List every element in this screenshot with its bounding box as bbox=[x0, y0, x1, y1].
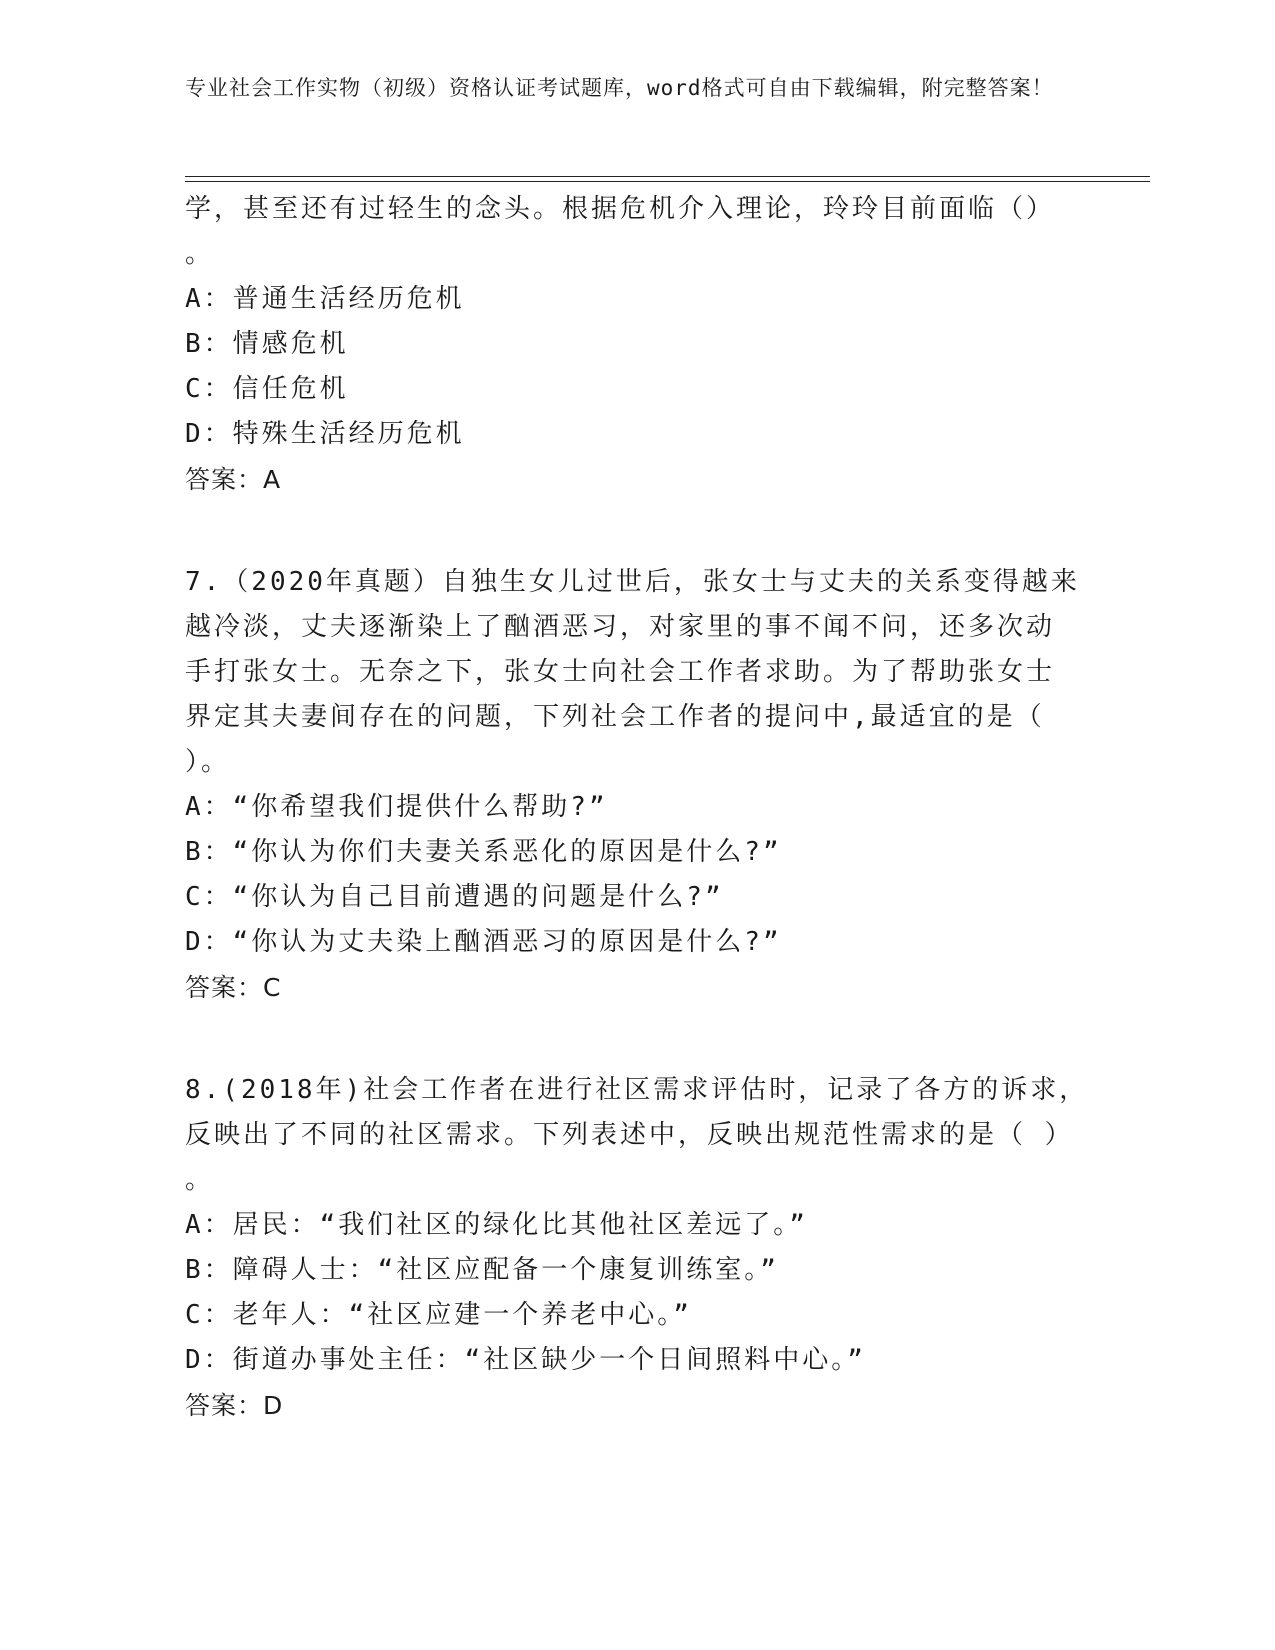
option-b: B：障碍人士：“社区应配备一个康复训练室。” bbox=[185, 1255, 779, 1285]
answer-line: 答案：D bbox=[185, 1391, 284, 1420]
page-header: 专业社会工作实物（初级）资格认证考试题库，word格式可自由下载编辑，附完整答案！ bbox=[185, 76, 1054, 100]
question-stem-line: 手打张女士。无奈之下，张女士向社会工作者求助。为了帮助张女士 bbox=[185, 657, 1056, 687]
question-8 bbox=[185, 1068, 1089, 1428]
option-b: B：“你认为你们夫妻关系恶化的原因是什么?” bbox=[185, 837, 782, 867]
answer-line: 答案：A bbox=[185, 465, 282, 494]
header-rule-bottom bbox=[185, 181, 1150, 182]
question-stem-line: 7.（2020年真题）自独生女儿过世后，张女士与丈夫的关系变得越来 bbox=[185, 567, 1080, 597]
option-c: C：“你认为自己目前遭遇的问题是什么?” bbox=[185, 882, 724, 912]
option-a: A：居民：“我们社区的绿化比其他社区差远了。” bbox=[185, 1210, 808, 1240]
question-stem-line: 8.(2018年)社会工作者在进行社区需求评估时，记录了各方的诉求， bbox=[185, 1075, 1089, 1105]
question-stem-line: 界定其夫妻间存在的问题，下列社会工作者的提问中,最适宜的是（ bbox=[185, 702, 1045, 732]
header-rule-top bbox=[185, 176, 1150, 177]
question-stem-line: 学，甚至还有过轻生的念头。根据危机介入理论，玲玲目前面临（） bbox=[185, 194, 1056, 224]
document-body bbox=[185, 187, 1089, 1428]
question-7 bbox=[185, 560, 1080, 1010]
question-stem-line: 。 bbox=[185, 239, 215, 269]
answer-line: 答案：C bbox=[185, 973, 282, 1002]
question-stem-line: 越冷淡，丈夫逐渐染上了酗酒恶习，对家里的事不闻不问，还多次动 bbox=[185, 612, 1056, 642]
option-b: B：情感危机 bbox=[185, 329, 349, 359]
option-d: D：特殊生活经历危机 bbox=[185, 419, 465, 449]
option-c: C：老年人：“社区应建一个养老中心。” bbox=[185, 1300, 692, 1330]
question-stem-line: ）。 bbox=[185, 747, 231, 777]
question-spacer bbox=[185, 1010, 1065, 1068]
option-d: D：街道办事处主任：“社区缺少一个日间照料中心。” bbox=[185, 1345, 866, 1375]
question-stem-line: 。 bbox=[185, 1165, 215, 1195]
question-stem-line: 反映出了不同的社区需求。下列表述中，反映出规范性需求的是（ ） bbox=[185, 1120, 1074, 1150]
option-c: C：信任危机 bbox=[185, 374, 349, 404]
question-spacer bbox=[185, 502, 1065, 560]
option-d: D：“你认为丈夫染上酗酒恶习的原因是什么?” bbox=[185, 927, 782, 957]
question-6 bbox=[185, 187, 1065, 502]
option-a: A：“你希望我们提供什么帮助?” bbox=[185, 792, 608, 822]
option-a: A：普通生活经历危机 bbox=[185, 284, 465, 314]
